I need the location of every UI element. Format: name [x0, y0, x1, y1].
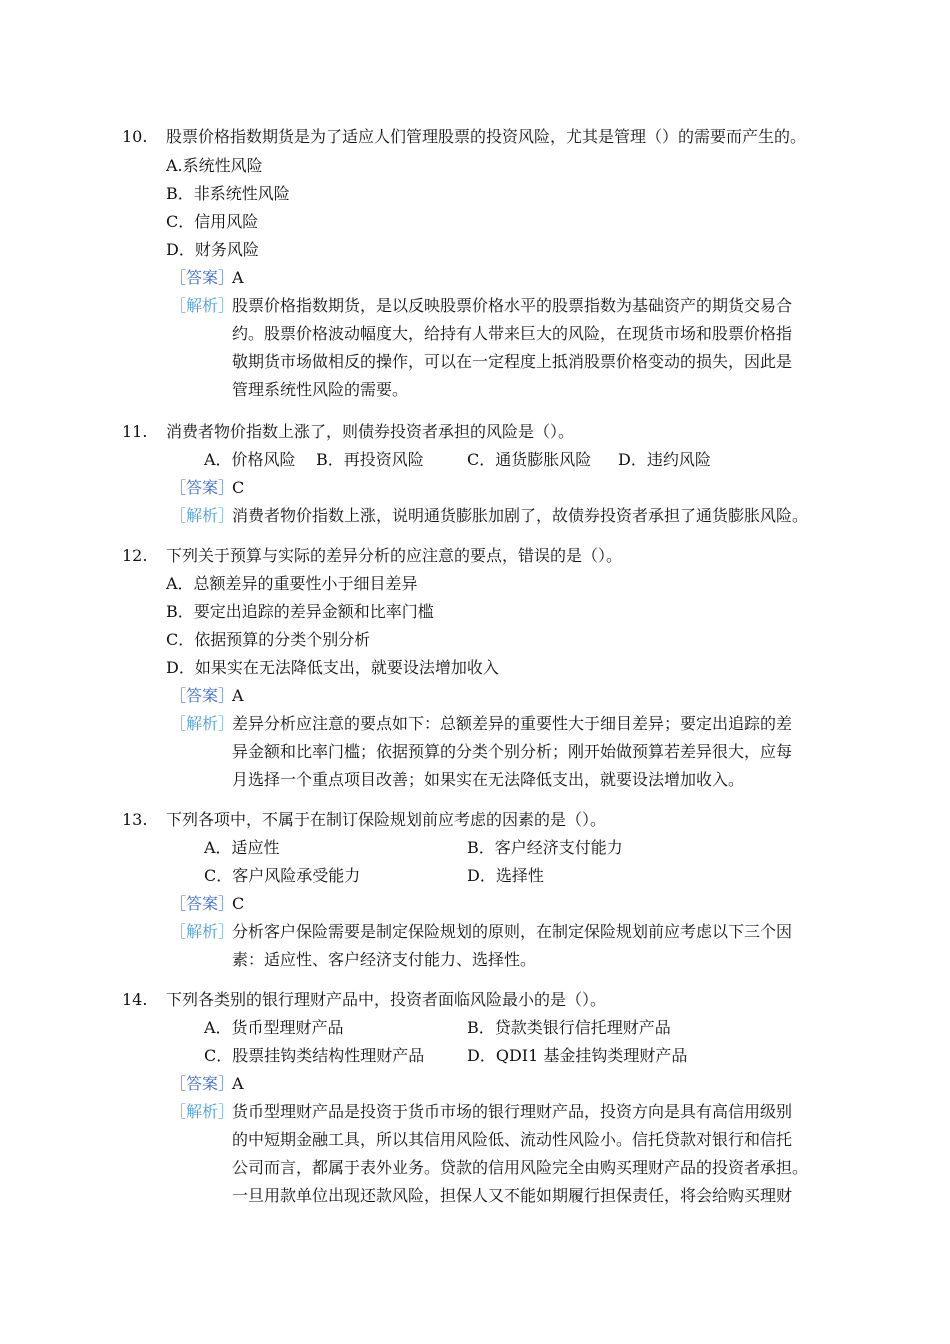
question-stem: 股票价格指数期货是为了适应人们管理股票的投资风险，尤其是管理（）的需要而产生的。	[166, 127, 807, 146]
answer-value: A	[232, 686, 244, 705]
analysis-label: ［解析］	[170, 1102, 235, 1121]
option-d: D．QDI1 基金挂钩类理财产品	[467, 1046, 688, 1065]
option-b: B．要定出追踪的差异金额和比率门槛	[166, 602, 434, 621]
option-d: D．财务风险	[166, 240, 259, 259]
question-stem: 消费者物价指数上涨了，则债券投资者承担的风险是（）。	[166, 422, 575, 441]
question-stem: 下列各项中，不属于在制订保险规划前应考虑的因素的是（）。	[166, 810, 607, 829]
analysis-line: 月选择一个重点项目改善；如果实在无法降低支出，就要设法增加收入。	[232, 770, 745, 789]
analysis-line: 异金额和比率门槛；依据预算的分类个别分析；刚开始做预算若差异很大，应每	[232, 742, 793, 761]
analysis-line: 的中短期金融工具，所以其信用风险低、流动性风险小。信托贷款对银行和信托	[232, 1130, 793, 1149]
option-c: C．客户风险承受能力	[204, 866, 361, 885]
analysis-line: 素：适应性、客户经济支付能力、选择性。	[232, 950, 537, 969]
analysis-line: 货币型理财产品是投资于货币市场的银行理财产品，投资方向是具有高信用级别	[232, 1102, 793, 1121]
option-d: D．违约风险	[618, 450, 711, 469]
option-c: C．信用风险	[166, 212, 259, 231]
option-a: A.系统性风险	[166, 156, 263, 175]
question-number: 11.	[122, 422, 148, 441]
option-b: B．再投资风险	[316, 450, 424, 469]
question-number: 10.	[122, 127, 148, 146]
analysis-label: ［解析］	[170, 296, 235, 315]
analysis-label: ［解析］	[170, 714, 235, 733]
analysis-line: 管理系统性风险的需要。	[232, 380, 409, 399]
analysis-line: 股票价格指数期货，是以反映股票价格水平的股票指数为基础资产的期货交易合	[232, 296, 793, 315]
analysis-label: ［解析］	[170, 506, 235, 525]
answer-label: ［答案］	[170, 478, 235, 497]
analysis-label: ［解析］	[170, 922, 235, 941]
option-d: D．如果实在无法降低支出，就要设法增加收入	[166, 658, 499, 677]
answer-label: ［答案］	[170, 1074, 235, 1093]
question-number: 14.	[122, 990, 148, 1009]
answer-value: C	[232, 478, 245, 497]
analysis-line: 分析客户保险需要是制定保险规划的原则，在制定保险规划前应考虑以下三个因	[232, 922, 793, 941]
option-c: C．股票挂钩类结构性理财产品	[204, 1046, 425, 1065]
answer-value: C	[232, 894, 245, 913]
analysis-line: 约。股票价格波动幅度大，给持有人带来巨大的风险，在现货市场和股票价格指	[232, 324, 793, 343]
answer-label: ［答案］	[170, 686, 235, 705]
answer-label: ［答案］	[170, 268, 235, 287]
option-d: D．选择性	[467, 866, 544, 885]
question-stem: 下列各类别的银行理财产品中，投资者面临风险最小的是（）。	[166, 990, 607, 1009]
answer-label: ［答案］	[170, 894, 235, 913]
analysis-line: 公司而言，都属于表外业务。贷款的信用风险完全由购买理财产品的投资者承担。	[232, 1158, 809, 1177]
option-c: C．依据预算的分类个别分析	[166, 630, 371, 649]
answer-value: A	[232, 1074, 244, 1093]
analysis-line: 敬期货市场做相反的操作，可以在一定程度上抵消股票价格变动的损失，因此是	[232, 352, 793, 371]
option-a: A．适应性	[204, 838, 280, 857]
analysis-line: 差异分析应注意的要点如下：总额差异的重要性大于细目差异；要定出追踪的差	[232, 714, 793, 733]
option-b: B．贷款类银行信托理财产品	[467, 1018, 671, 1037]
question-number: 13.	[122, 810, 148, 829]
analysis-line: 一旦用款单位出现还款风险，担保人又不能如期履行担保责任，将会给购买理财	[232, 1186, 793, 1205]
option-a: A．货币型理财产品	[204, 1018, 344, 1037]
option-b: B．客户经济支付能力	[467, 838, 623, 857]
answer-value: A	[232, 268, 244, 287]
question-number: 12.	[122, 546, 148, 565]
option-c: C．通货膨胀风险	[467, 450, 592, 469]
option-a: A．价格风险	[204, 450, 296, 469]
option-a: A．总额差异的重要性小于细目差异	[166, 574, 418, 593]
question-stem: 下列关于预算与实际的差异分析的应注意的要点，错误的是（）。	[166, 546, 623, 565]
option-b: B．非系统性风险	[166, 184, 290, 203]
analysis-line: 消费者物价指数上涨，说明通货膨胀加剧了，故债券投资者承担了通货膨胀风险。	[232, 506, 809, 525]
